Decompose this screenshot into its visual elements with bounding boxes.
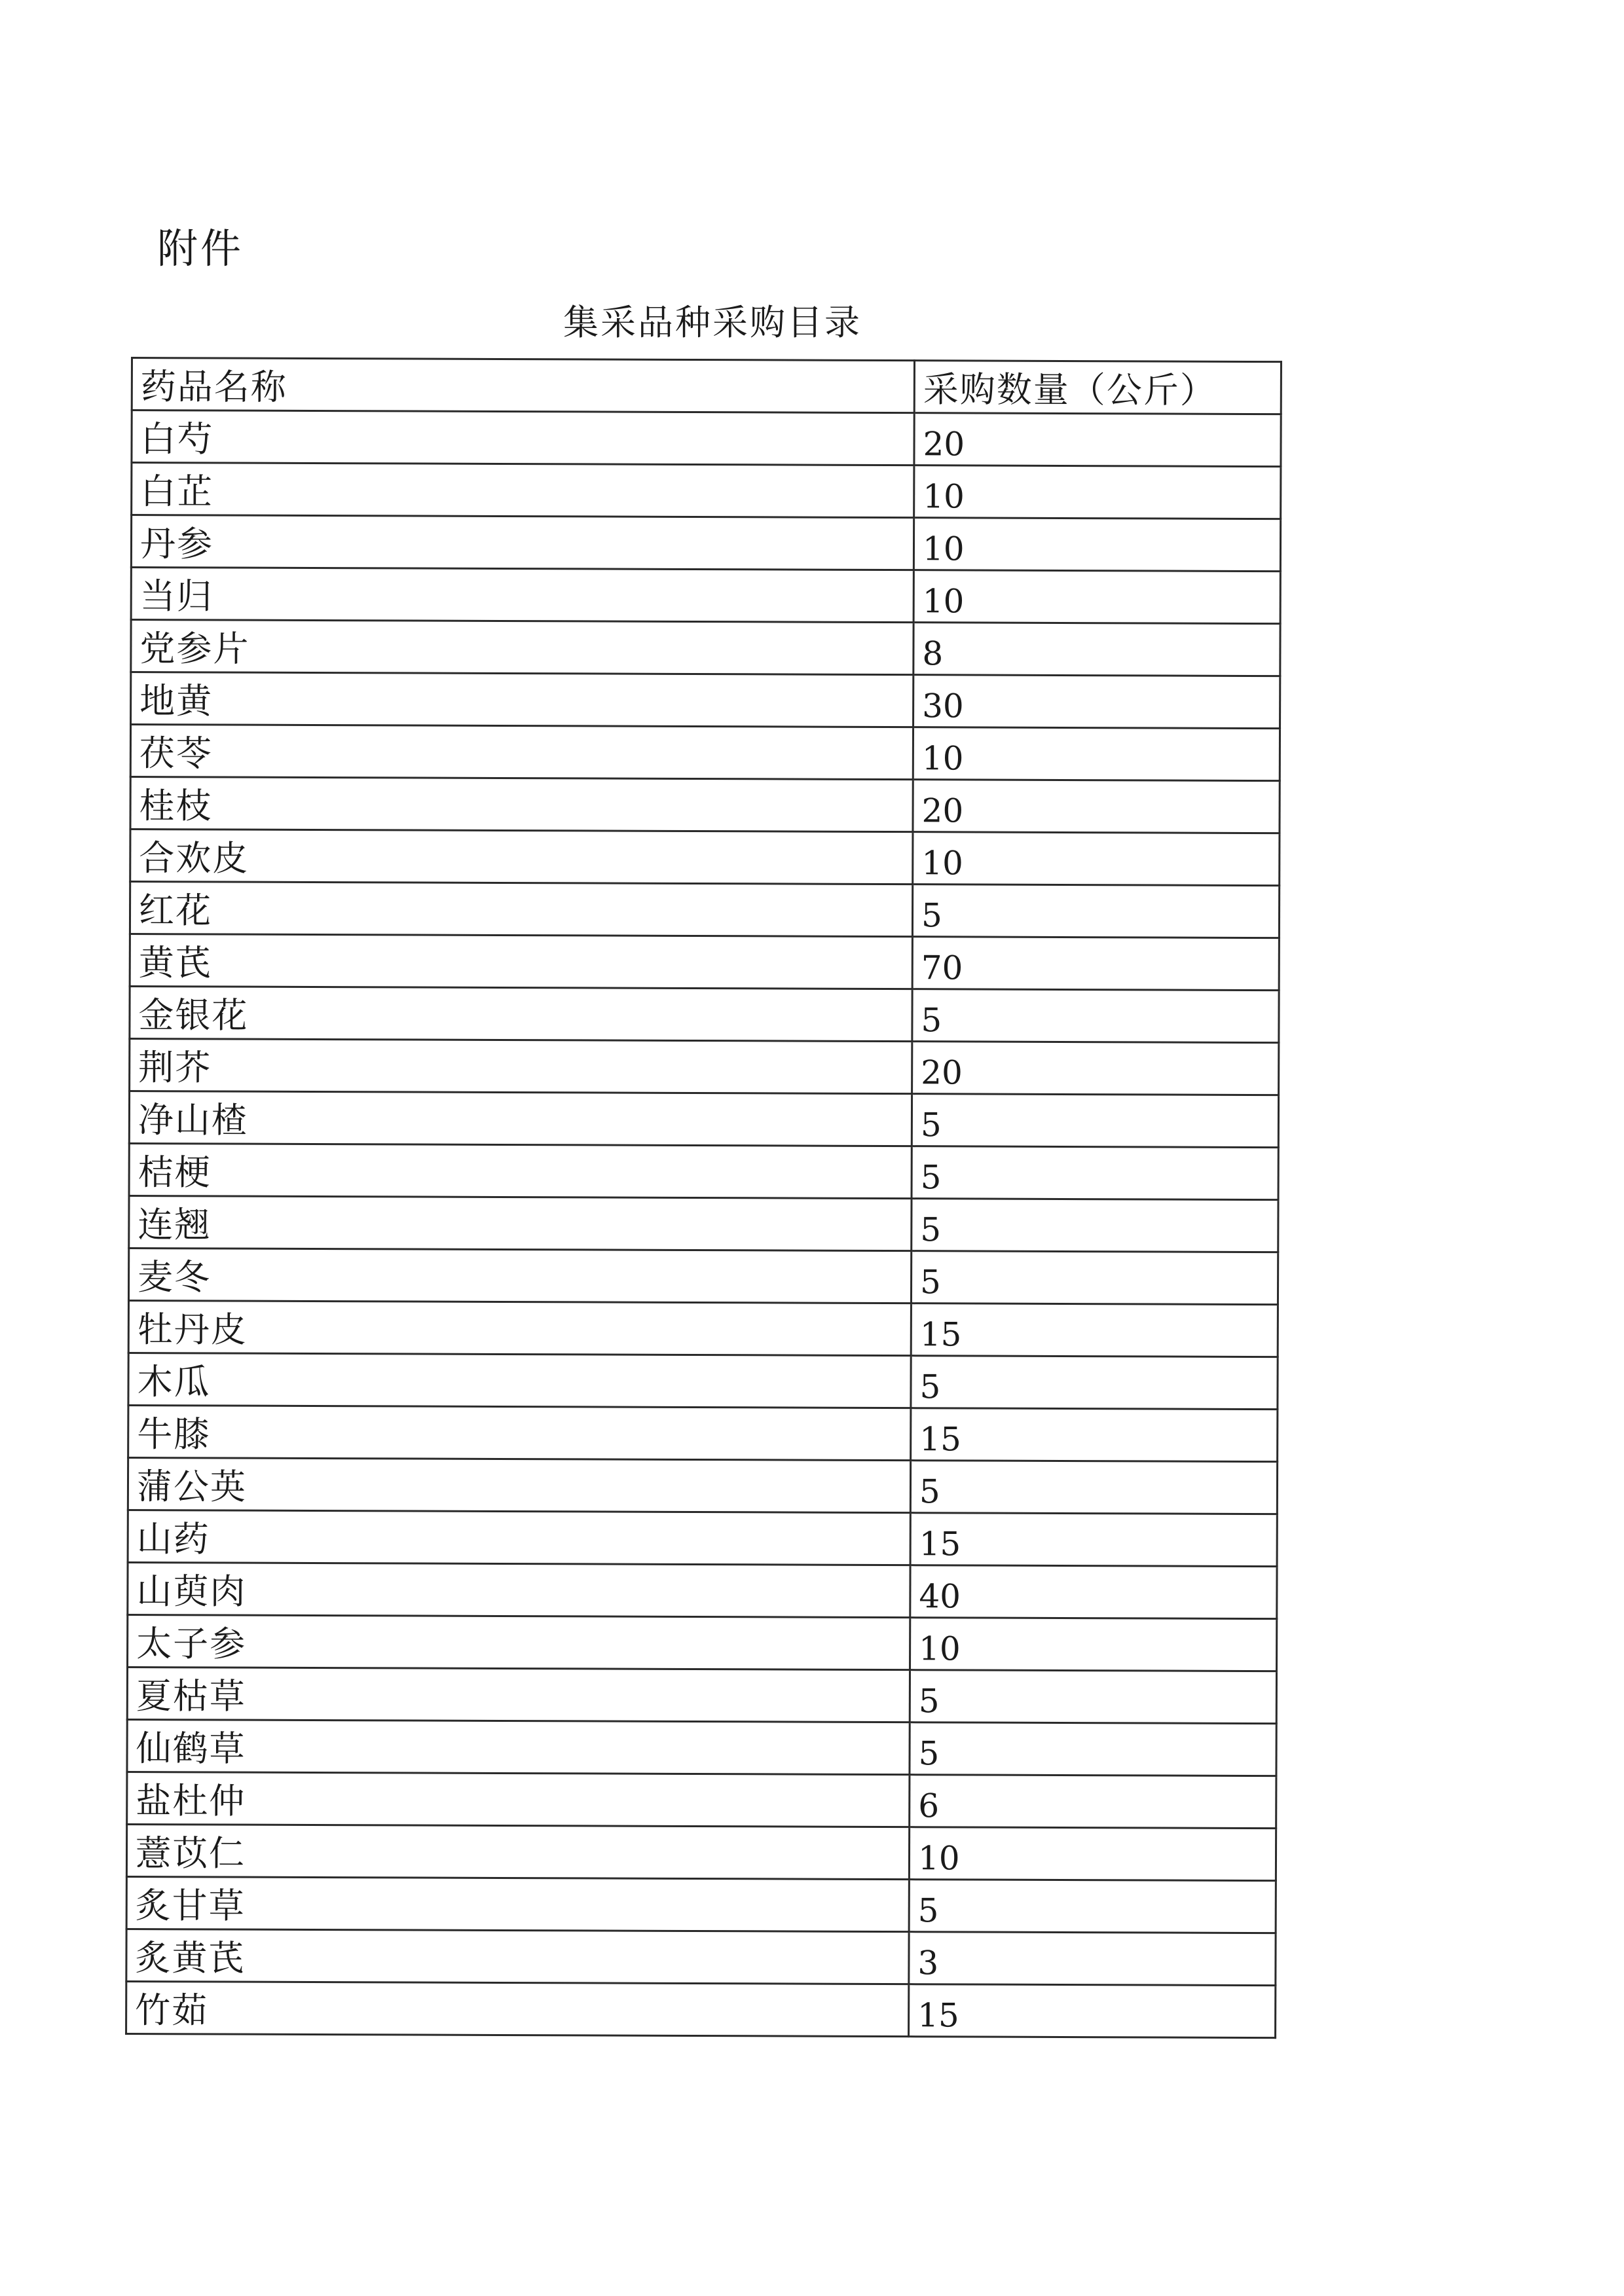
quantity-cell: 5 [911,1251,1278,1305]
drug-name-cell: 荆芥 [130,1038,912,1093]
drug-name-cell: 牛膝 [128,1405,911,1460]
table-row [128,1562,1277,1618]
table-row [130,934,1279,990]
table-header-row [132,358,1281,414]
table-row [128,1248,1278,1304]
quantity-cell: 20 [913,780,1280,833]
table-row [126,1929,1276,1985]
document-title: 集采品种采购目录 [563,302,862,343]
table-row [131,515,1280,572]
quantity-cell: 8 [913,623,1280,676]
quantity-cell: 70 [912,937,1279,991]
table-row [127,1719,1276,1776]
table-row [126,1876,1276,1933]
table-row [130,1038,1279,1095]
table-row [131,620,1280,676]
quantity-cell: 10 [909,1827,1276,1881]
table-row [130,829,1280,886]
table-row [127,1667,1276,1723]
drug-name-cell: 薏苡仁 [126,1824,909,1879]
quantity-cell: 5 [910,1722,1276,1776]
quantity-cell: 20 [914,413,1281,467]
drug-name-cell: 丹参 [131,515,913,570]
column-header-quantity: 采购数量（公斤） [914,361,1281,414]
drug-name-cell: 夏枯草 [127,1667,910,1722]
quantity-cell: 20 [912,1042,1279,1095]
table-row [130,725,1280,781]
quantity-cell: 10 [913,518,1280,572]
drug-name-cell: 连翘 [129,1195,912,1250]
drug-name-cell: 山萸肉 [128,1562,910,1617]
quantity-cell: 5 [912,1094,1278,1148]
quantity-cell: 40 [910,1565,1277,1619]
drug-name-cell: 地黄 [131,672,913,727]
quantity-cell: 5 [910,1670,1276,1724]
table-row [128,1353,1278,1409]
procurement-table-container [125,357,1280,2039]
table-row [131,568,1280,624]
quantity-cell: 15 [910,1513,1277,1567]
quantity-cell: 10 [913,832,1280,886]
drug-name-cell: 桔梗 [129,1143,912,1198]
drug-name-cell: 金银花 [130,986,912,1041]
quantity-cell: 5 [912,1146,1278,1200]
drug-name-cell: 茯苓 [130,725,913,780]
quantity-cell: 6 [910,1775,1276,1829]
table-row [132,463,1281,519]
drug-name-cell: 盐杜仲 [127,1772,910,1827]
quantity-cell: 30 [913,675,1280,729]
quantity-cell: 5 [912,884,1279,938]
drug-name-cell: 红花 [130,882,912,937]
drug-name-cell: 当归 [131,568,913,623]
drug-name-cell: 太子参 [128,1614,910,1669]
drug-name-cell: 炙黄芪 [126,1929,909,1984]
quantity-cell: 5 [912,989,1279,1043]
drug-name-cell: 黄芪 [130,934,912,989]
drug-name-cell: 木瓜 [128,1353,911,1408]
table-row [129,1091,1278,1147]
table-row [129,1143,1278,1199]
table-row [128,1300,1278,1357]
drug-name-cell: 桂枝 [130,777,913,832]
table-row [126,1981,1276,2037]
drug-name-cell: 净山楂 [129,1091,912,1146]
table-row [128,1510,1277,1566]
drug-name-cell: 山药 [128,1510,910,1565]
table-row [130,882,1279,938]
drug-name-cell: 炙甘草 [126,1876,909,1931]
table-row [130,777,1280,833]
table-row [128,1614,1277,1671]
quantity-cell: 5 [909,1880,1276,1933]
table-row [128,1457,1277,1514]
table-body [126,410,1282,2038]
quantity-cell: 15 [909,1984,1276,2038]
table-row [132,410,1281,467]
quantity-cell: 5 [910,1461,1277,1514]
table-row [129,1195,1278,1252]
quantity-cell: 5 [911,1356,1278,1410]
drug-name-cell: 蒲公英 [128,1457,910,1512]
quantity-cell: 10 [913,570,1280,624]
quantity-cell: 15 [911,1303,1278,1357]
procurement-table [125,357,1282,2039]
drug-name-cell: 党参片 [131,620,913,675]
quantity-cell: 15 [911,1408,1278,1462]
table-row [128,1405,1278,1461]
drug-name-cell: 牡丹皮 [128,1300,911,1355]
drug-name-cell: 白芷 [132,463,914,518]
drug-name-cell: 麦冬 [128,1248,911,1303]
table-row [130,986,1279,1042]
table-row [126,1824,1276,1880]
table-row [131,672,1280,729]
drug-name-cell: 合欢皮 [130,829,913,884]
quantity-cell: 3 [909,1932,1276,1986]
quantity-cell: 10 [913,727,1280,781]
quantity-cell: 5 [912,1199,1278,1252]
drug-name-cell: 白芍 [132,410,914,465]
attachment-label: 附件 [157,225,244,272]
quantity-cell: 10 [914,465,1281,519]
drug-name-cell: 竹茹 [126,1981,909,2036]
drug-name-cell: 仙鹤草 [127,1719,910,1774]
table-row [127,1772,1276,1828]
column-header-drug-name: 药品名称 [132,358,914,413]
quantity-cell: 10 [910,1618,1277,1671]
